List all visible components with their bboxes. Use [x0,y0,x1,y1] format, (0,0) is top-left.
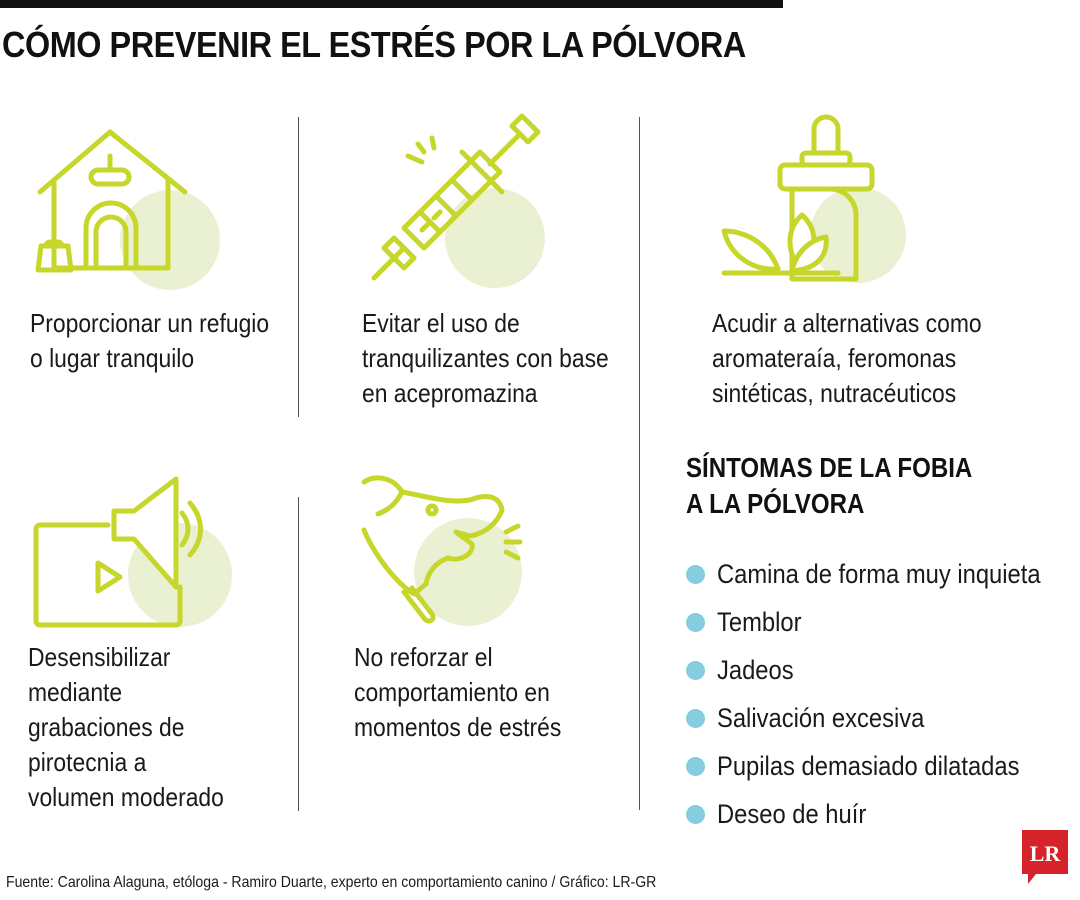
barking-dog-icon [356,470,556,650]
tip-line: mediante [28,677,123,707]
top-rule [0,0,783,8]
symptom-text: Temblor [717,606,802,637]
symptom-item [686,646,1080,694]
source-credit: Fuente: Carolina Alaguna, etóloga - Ramiro Duarte, experto en comportamiento canino / Gráfico: LR-GR [6,874,657,891]
tip-line: grabaciones de [28,712,185,742]
symptoms-title-line: SÍNTOMAS DE LA FOBIA [686,452,973,483]
page-title: CÓMO PREVENIR EL ESTRÉS POR LA PÓLVORA [2,24,746,65]
symptom-item [686,742,1080,790]
tip-line: volumen moderado [28,782,224,812]
tip-line: sintéticas, nutracéuticos [712,378,957,408]
tip-line: Acudir a alternativas como [712,308,982,338]
video-speaker-icon [30,475,240,655]
tip-line: en acepromazina [362,378,538,408]
tip-line: Evitar el uso de [362,308,520,338]
symptoms-list [686,550,1080,838]
symptom-text: Jadeos [717,654,794,685]
tip-line: Desensibilizar [28,642,171,672]
dog-house-icon [30,122,230,302]
bullet-dot-icon [686,613,705,632]
tip-line: No reforzar el [354,642,493,672]
symptoms-title-line: A LA PÓLVORA [686,488,865,519]
logo-text: LR [1029,841,1061,866]
tip-line: comportamiento en [354,677,550,707]
tip-line: Proporcionar un refugio [30,308,270,338]
symptom-item [686,598,1080,646]
symptom-text: Pupilas demasiado dilatadas [717,750,1020,781]
symptom-text: Deseo de huír [717,798,867,829]
tip-line: momentos de estrés [354,712,562,742]
syringe-icon [360,108,560,288]
lr-logo [1022,830,1068,886]
symptom-text: Salivación excesiva [717,702,925,733]
divider [298,117,299,417]
symptom-item [686,790,1080,838]
tip-alternatives [712,306,982,411]
icon-bg-circle [445,188,545,288]
tip-no-reinforce [354,640,561,745]
bullet-dot-icon [686,709,705,728]
tip-refuge [30,306,269,376]
tip-desensitize [28,640,224,815]
symptoms-title [686,450,996,522]
symptom-item [686,550,1080,598]
bullet-dot-icon [686,757,705,776]
divider [298,497,299,811]
symptom-text: Camina de forma muy inquieta [717,558,1041,589]
dropper-bottle-icon [718,105,918,290]
tip-line: tranquilizantes con base [362,343,609,373]
divider [639,117,640,810]
bullet-dot-icon [686,661,705,680]
tip-line: aromateraía, feromonas [712,343,957,373]
tip-line: pirotecnia a [28,747,147,777]
tip-line: o lugar tranquilo [30,343,195,373]
symptom-item [686,694,1080,742]
tip-tranquilizers [362,306,609,411]
bullet-dot-icon [686,565,705,584]
bullet-dot-icon [686,805,705,824]
